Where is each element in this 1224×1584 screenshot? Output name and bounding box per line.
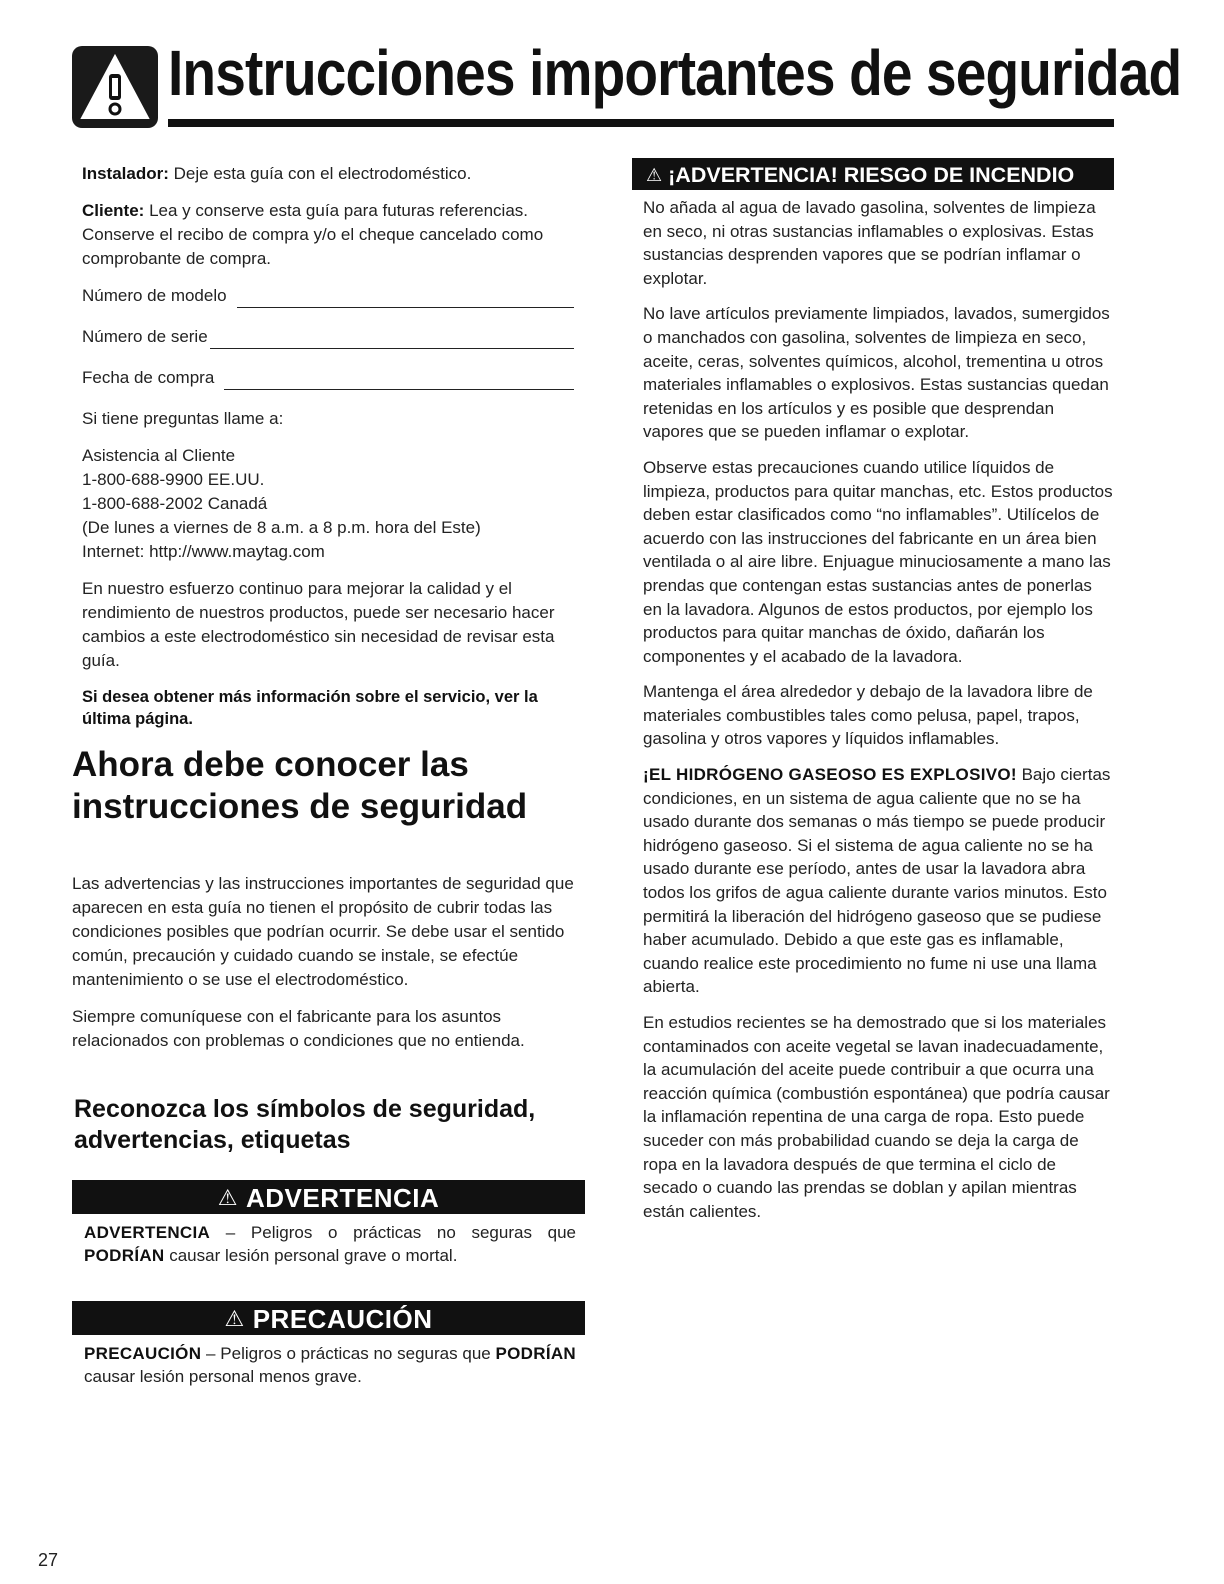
caution-banner — [72, 1301, 585, 1335]
customer-note: Cliente: Lea y conserve esta guía para futuras referencias. Conserve el recibo de compra y/o el cheque cancelado como comprobante de compra. — [82, 201, 544, 268]
warning-definition: ADVERTENCIA – Peligros o prácticas no seguras que PODRÍAN causar lesión personal grave o mortal. — [84, 1223, 576, 1265]
safety-heading: Ahora debe conocer las instrucciones de seguridad — [72, 745, 528, 826]
safety-paragraph: Las advertencias y las instrucciones importantes de seguridad que aparecen en esta guía no tienen el propósito de cubrir todas las condiciones posibles que podrían ocurrir. Se debe usar el sentido común, precaución y cuidado cuando se instale, se efectúe mantenimiento o se use el electrodoméstico. — [72, 874, 574, 989]
serial-number-field[interactable] — [82, 325, 574, 349]
page-title: Instrucciones importantes de seguridad — [168, 37, 1182, 109]
symbols-heading: Reconozca los símbolos de seguridad, advertencias, etiquetas — [74, 1095, 536, 1154]
safety-body — [72, 872, 582, 1066]
serial-number-line[interactable] — [210, 334, 574, 349]
warning-banner-label: ADVERTENCIA — [245, 1183, 440, 1213]
improvement-paragraph: En nuestro esfuerzo continuo para mejorar la calidad y el rendimiento de nuestros productos, puede ser necesario hacer cambios a este electrodoméstico sin necesidad de revisar esta guía. — [82, 579, 555, 670]
contact-line: 1-800-688-9900 EE.UU. — [82, 470, 265, 489]
installer-note: Instalador: Deje esta guía con el electrodoméstico. — [82, 164, 472, 183]
serial-number-label: Número de serie — [82, 327, 208, 346]
purchase-date-field[interactable] — [82, 366, 574, 390]
hydrogen-paragraph: ¡EL HIDRÓGENO GASEOSO ES EXPLOSIVO! Bajo ciertas condiciones, en un sistema de agua caliente que no se ha usado durante dos semanas o más tiempo se puede producir hidrógeno gaseoso. Si el sistema de agua caliente no se ha usado durante ese período, antes de usar la lavadora abra todos los grifos de agua caliente durante varios minutos. Esto permitirá la liberación del hidrógeno gaseoso que se pudiese haber acumulado. Debido a que este gas es inflamable, cuando realice este procedimiento no fume ni use una llama abierta. — [643, 765, 1111, 997]
contact-line: Asistencia al Cliente — [82, 446, 236, 465]
contact-line: (De lunes a viernes de 8 a.m. a 8 p.m. hora del Este) — [82, 518, 481, 537]
warning-triangle-icon — [72, 46, 158, 128]
contact-line: 1-800-688-2002 Canadá — [82, 494, 268, 513]
right-column — [643, 196, 1115, 1235]
fire-paragraph: Mantenga el área alrededor y debajo de la lavadora libre de materiales combustibles tales como pelusa, papel, trapos, gasolina y otros vapores y líquidos inflamables. — [643, 682, 1093, 749]
warning-triangle-icon: ⚠ — [646, 165, 663, 185]
contact-block — [82, 444, 574, 564]
model-number-label: Número de modelo — [82, 286, 227, 305]
page-header — [72, 37, 1182, 128]
model-number-field[interactable] — [82, 284, 574, 308]
purchase-date-line[interactable] — [224, 375, 574, 390]
caution-banner-label: PRECAUCIÓN — [252, 1304, 433, 1334]
service-note: Si desea obtener más información sobre el servicio, ver la última página. — [82, 688, 538, 728]
contact-line: Internet: http://www.maytag.com — [82, 542, 325, 561]
purchase-date-label: Fecha de compra — [82, 368, 215, 387]
fire-paragraph: No lave artículos previamente limpiados, lavados, sumergidos o manchados con gasolina, solventes de limpieza en seco, aceite, ceras, solventes químicos, alcohol, trementina u otros materiales inflamables o explosivos. Estas sustancias quedan retenidas en los artículos y es posible que desprendan vapores que se pueden inflamar o explotar. — [643, 304, 1110, 442]
page-number: 27 — [38, 1550, 59, 1570]
warning-banner — [72, 1180, 585, 1214]
questions-prompt: Si tiene preguntas llame a: — [82, 409, 284, 428]
fire-warning-banner — [632, 158, 1114, 190]
warning-triangle-icon: ⚠ — [217, 1185, 238, 1210]
fire-paragraph: Observe estas precauciones cuando utilice líquidos de limpieza, productos para quitar manchas, etc. Estos productos deben estar clasificados como “no inflamables”. Utilícelos de acuerdo con las instrucciones del fabricante en un área bien ventilada o al aire libre. Enjuague minuciosamente a mano las prendas que contengan estas sustancias antes de ponerlas en la lavadora. Algunos de estos productos, por ejemplo los productos para quitar manchas de óxido, dañarán los componentes y el acabado de la lavadora. — [643, 457, 1113, 666]
model-number-line[interactable] — [237, 293, 574, 308]
caution-definition: PRECAUCIÓN – Peligros o prácticas no seguras que PODRÍAN causar lesión personal menos grave. — [84, 1344, 576, 1386]
oil-paragraph: En estudios recientes se ha demostrado que si los materiales contaminados con aceite vegetal se lavan inadecuadamente, la acumulación del aceite puede contribuir a que ocurra una reacción química (combustión espontánea) que podría causar la inflamación repentina de una carga de ropa. Esto puede suceder con más probabilidad cuando se deja la carga de ropa en la lavadora después de que termina el ciclo de secado o cuando las prendas se doblan y apilan mientras están calientes. — [643, 1013, 1110, 1221]
warning-triangle-icon: ⚠ — [224, 1306, 245, 1331]
title-underline — [168, 119, 1114, 127]
left-column — [82, 162, 574, 730]
fire-warning-label: ¡ADVERTENCIA! RIESGO DE INCENDIO — [668, 163, 1075, 187]
safety-paragraph: Siempre comuníquese con el fabricante para los asuntos relacionados con problemas o condiciones que no entienda. — [72, 1007, 525, 1050]
fire-paragraph: No añada al agua de lavado gasolina, solventes de limpieza en seco, ni otras sustancias inflamables o explosivas. Estas sustancias desprenden vapores que se podrían inflamar o explotar. — [643, 198, 1096, 288]
